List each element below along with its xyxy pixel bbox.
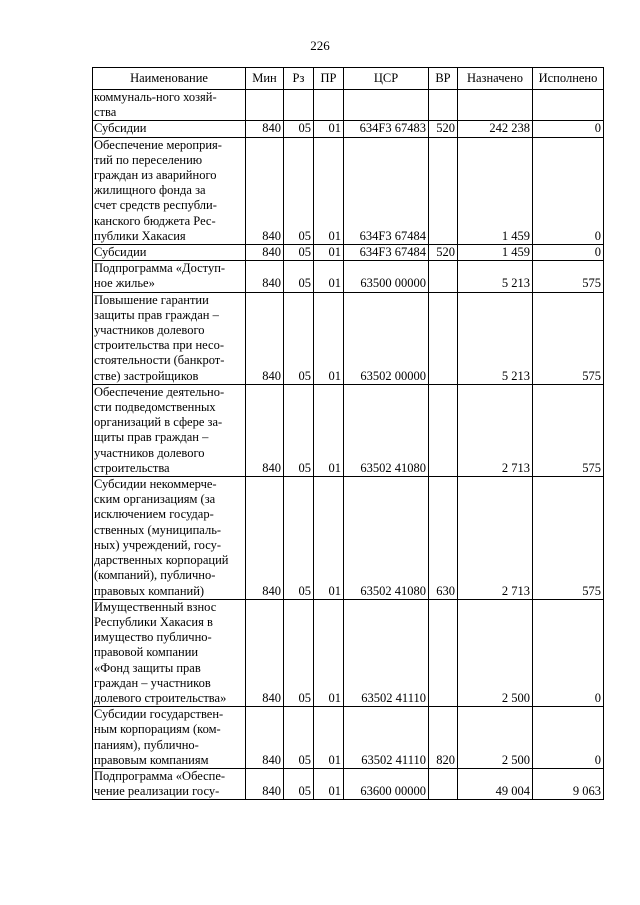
cell-pr: 01 xyxy=(314,599,344,706)
cell-assigned: 242 238 xyxy=(458,121,533,137)
cell-name: Обеспечение деятельно- сти подведомственных организаций в сфере за- щиты прав граждан – участников долевого строительства xyxy=(93,384,246,476)
cell-assigned: 49 004 xyxy=(458,768,533,799)
cell-min xyxy=(246,90,284,121)
cell-executed: 0 xyxy=(533,121,604,137)
cell-rz: 05 xyxy=(284,384,314,476)
cell-name: Субсидии xyxy=(93,121,246,137)
cell-vr xyxy=(429,261,458,292)
cell-name: Повышение гарантии защиты прав граждан – участников долевого строительства при несо- стоятельности (банкрот- стве) застройщиков xyxy=(93,292,246,384)
table-row xyxy=(93,384,604,476)
cell-rz: 05 xyxy=(284,768,314,799)
cell-name: Обеспечение мероприя- тий по переселению граждан из аварийного жилищного фонда за счет средств республи- канского бюджета Рес- публики Хакасия xyxy=(93,137,246,244)
cell-name: Имущественный взнос Республики Хакасия в имущество публично- правовой компании «Фонд защиты прав граждан – участников долевого строительства» xyxy=(93,599,246,706)
table-row xyxy=(93,261,604,292)
cell-pr: 01 xyxy=(314,292,344,384)
table-row xyxy=(93,599,604,706)
table-row xyxy=(93,768,604,799)
header-pr: ПР xyxy=(314,68,344,90)
page-number: 226 xyxy=(310,38,330,53)
cell-min: 840 xyxy=(246,292,284,384)
cell-rz xyxy=(284,90,314,121)
cell-vr xyxy=(429,599,458,706)
cell-assigned: 2 500 xyxy=(458,599,533,706)
budget-table xyxy=(92,67,604,800)
cell-pr: 01 xyxy=(314,768,344,799)
cell-rz: 05 xyxy=(284,121,314,137)
table-row xyxy=(93,90,604,121)
cell-assigned: 2 500 xyxy=(458,707,533,769)
cell-csr: 63500 00000 xyxy=(344,261,429,292)
cell-min: 840 xyxy=(246,245,284,261)
cell-pr: 01 xyxy=(314,245,344,261)
cell-pr: 01 xyxy=(314,137,344,244)
header-vr: ВР xyxy=(429,68,458,90)
cell-min: 840 xyxy=(246,768,284,799)
cell-executed: 0 xyxy=(533,137,604,244)
table-header-row xyxy=(93,68,604,90)
cell-min: 840 xyxy=(246,599,284,706)
cell-executed: 575 xyxy=(533,384,604,476)
cell-executed xyxy=(533,90,604,121)
table-row xyxy=(93,121,604,137)
cell-pr: 01 xyxy=(314,477,344,600)
cell-csr: 63502 41110 xyxy=(344,707,429,769)
cell-name: Субсидии государствен- ным корпорациям (ком- паниям), публично- правовым компаниям xyxy=(93,707,246,769)
cell-vr xyxy=(429,384,458,476)
table-row xyxy=(93,137,604,244)
cell-csr: 63502 00000 xyxy=(344,292,429,384)
cell-assigned: 2 713 xyxy=(458,477,533,600)
cell-csr xyxy=(344,90,429,121)
cell-csr: 634F3 67483 xyxy=(344,121,429,137)
header-name: Наименование xyxy=(93,68,246,90)
cell-vr: 520 xyxy=(429,121,458,137)
cell-pr: 01 xyxy=(314,121,344,137)
cell-min: 840 xyxy=(246,707,284,769)
cell-csr: 634F3 67484 xyxy=(344,245,429,261)
table-row xyxy=(93,707,604,769)
cell-name: Субсидии xyxy=(93,245,246,261)
cell-rz: 05 xyxy=(284,599,314,706)
cell-executed: 575 xyxy=(533,477,604,600)
cell-executed: 0 xyxy=(533,707,604,769)
cell-assigned: 5 213 xyxy=(458,261,533,292)
cell-assigned: 2 713 xyxy=(458,384,533,476)
cell-rz: 05 xyxy=(284,707,314,769)
cell-rz: 05 xyxy=(284,261,314,292)
cell-name: Подпрограмма «Доступ- ное жилье» xyxy=(93,261,246,292)
cell-vr: 520 xyxy=(429,245,458,261)
header-executed: Исполнено xyxy=(533,68,604,90)
cell-pr xyxy=(314,90,344,121)
cell-vr xyxy=(429,768,458,799)
cell-csr: 63502 41110 xyxy=(344,599,429,706)
cell-executed: 575 xyxy=(533,292,604,384)
cell-executed: 0 xyxy=(533,599,604,706)
cell-rz: 05 xyxy=(284,245,314,261)
cell-min: 840 xyxy=(246,121,284,137)
table-row xyxy=(93,477,604,600)
cell-vr: 820 xyxy=(429,707,458,769)
cell-assigned: 1 459 xyxy=(458,245,533,261)
header-csr: ЦСР xyxy=(344,68,429,90)
header-rz: Рз xyxy=(284,68,314,90)
header-min: Мин xyxy=(246,68,284,90)
cell-name: коммуналь-ного хозяй- ства xyxy=(93,90,246,121)
cell-min: 840 xyxy=(246,477,284,600)
table-row xyxy=(93,245,604,261)
cell-assigned: 5 213 xyxy=(458,292,533,384)
cell-vr: 630 xyxy=(429,477,458,600)
cell-executed: 9 063 xyxy=(533,768,604,799)
header-assigned: Назначено xyxy=(458,68,533,90)
cell-csr: 63600 00000 xyxy=(344,768,429,799)
cell-vr xyxy=(429,90,458,121)
cell-csr: 63502 41080 xyxy=(344,384,429,476)
cell-executed: 0 xyxy=(533,245,604,261)
cell-min: 840 xyxy=(246,384,284,476)
cell-rz: 05 xyxy=(284,137,314,244)
cell-name: Подпрограмма «Обеспе- чение реализации госу- xyxy=(93,768,246,799)
cell-min: 840 xyxy=(246,137,284,244)
cell-csr: 63502 41080 xyxy=(344,477,429,600)
cell-assigned xyxy=(458,90,533,121)
cell-min: 840 xyxy=(246,261,284,292)
cell-vr xyxy=(429,137,458,244)
cell-executed: 575 xyxy=(533,261,604,292)
table-row xyxy=(93,292,604,384)
table-body xyxy=(93,90,604,800)
cell-pr: 01 xyxy=(314,384,344,476)
cell-assigned: 1 459 xyxy=(458,137,533,244)
cell-rz: 05 xyxy=(284,292,314,384)
cell-csr: 634F3 67484 xyxy=(344,137,429,244)
cell-pr: 01 xyxy=(314,707,344,769)
cell-vr xyxy=(429,292,458,384)
cell-pr: 01 xyxy=(314,261,344,292)
cell-rz: 05 xyxy=(284,477,314,600)
cell-name: Субсидии некоммерче- ским организациям (за исключением государ- ственных (муниципаль- ных) учреждений, госу- дарственных корпораций (компаний), публично- правовых компаний) xyxy=(93,477,246,600)
